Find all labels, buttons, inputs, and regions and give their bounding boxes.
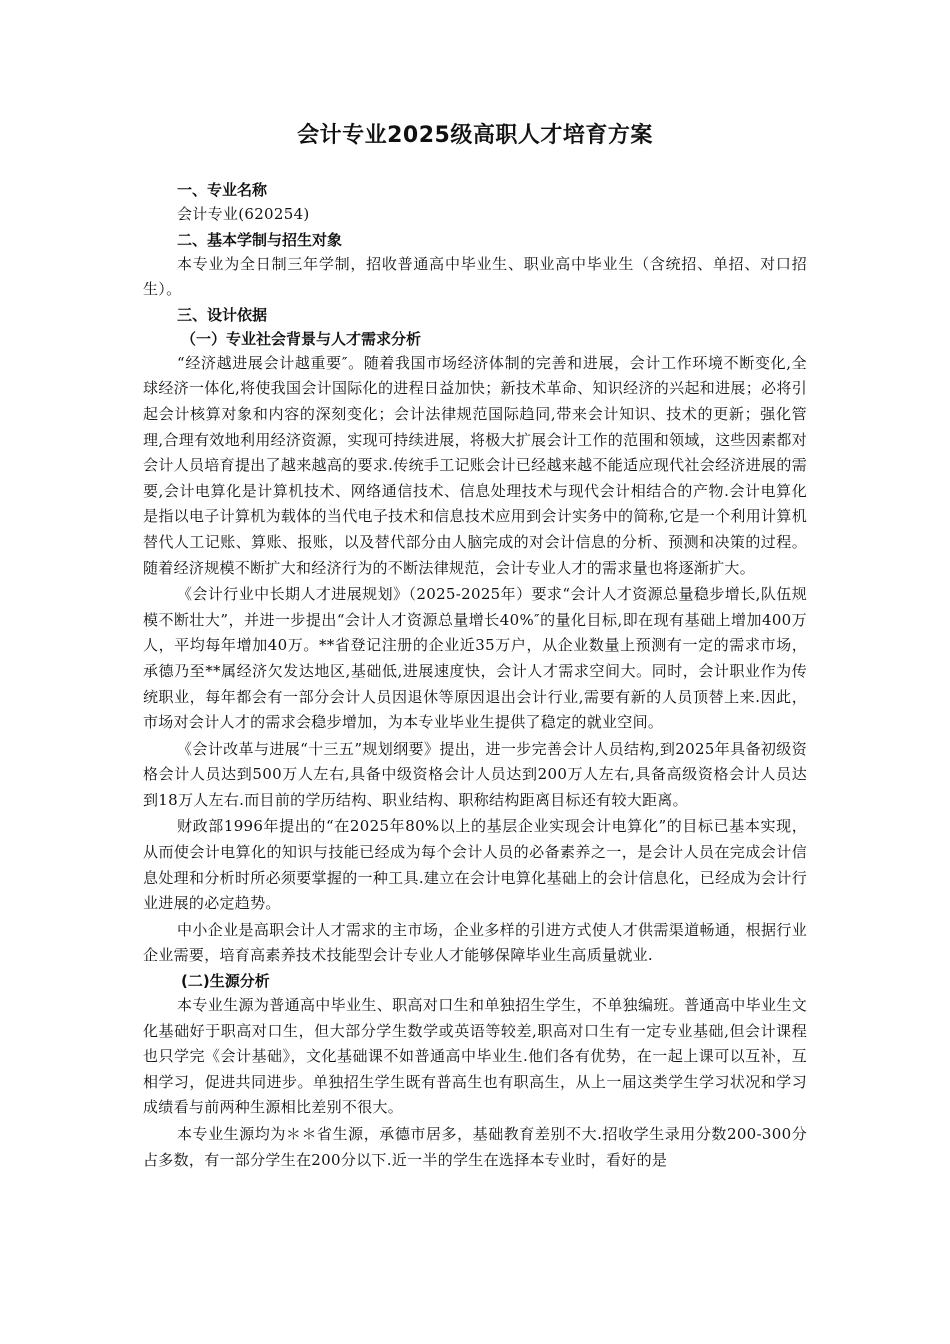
section-heading-design-basis: 三、设计依据: [177, 305, 268, 324]
paragraph-social-background-2: 《会计行业中长期人才进展规划》（2025-2025年）要求“会计人才资源总量稳步增长,队伍规模不断壮大”，并进一步提出“会计人才资源总量增长40%″的量化目标,即在现有基础上增加400万人，平均每年增加40万。**省登记注册的企业近35万户，从企业数量上预测有一定的需求市场，承德乃至**属经济欠发达地区,基础低,进展速度快，会计人才需求空间大。同时，会计职业作为传统职业，每年都会有一部分会计人员因退休等原因退出会计行业,需要有新的人员顶替上来.因此，市场对会计人才的需求会稳步增加，为本专业毕业生提供了稳定的就业空间。: [143, 585, 807, 732]
document-page: [143, 118, 807, 1173]
major-name-text: 会计专业(620254): [177, 205, 310, 223]
section-heading-duration-enrollment: 二、基本学制与招生对象: [177, 230, 343, 249]
subsection-heading-student-source: (二)生源分析: [181, 972, 270, 991]
subsection-heading-social-background: （一）专业社会背景与人才需求分析: [181, 329, 422, 348]
paragraph-student-source-1: 本专业生源为普通高中毕业生、职高对口生和单独招生学生，不单独编班。普通高中毕业生文化基础好于职高对口生，但大部分学生数学或英语等较差,职高对口生有一定专业基础,但会计课程也只学完《会计基础》，文化基础课不如普通高中毕业生.他们各有优势，在一起上课可以互补，互相学习，促进共同进步。单独招生学生既有普高生也有职高生，从上一届这类学生学习状况和学习成绩看与前两种生源相比差别不很大。: [143, 996, 807, 1117]
document-title: 会计专业2025级高职人才培育方案: [297, 123, 653, 148]
paragraph-social-background-1: “经济越进展会计越重要″。随着我国市场经济体制的完善和进展，会计工作环境不断变化,全球经济一体化,将使我国会计国际化的进程日益加快；新技术革命、知识经济的兴起和进展；必将引起会计核算对象和内容的深刻变化；会计法律规范国际趋同,带来会计知识、技术的更新；强化管理,合理有效地利用经济资源，实现可持续进展，将极大扩展会计工作的范围和领域，这些因素都对会计人员培育提出了越来越高的要求.传统手工记账会计已经越来越不能适应现代社会经济进展的需要,会计电算化是计算机技术、网络通信技术、信息处理技术与现代会计相结合的产物.会计电算化是指以电子计算机为载体的当代电子技术和信息技术应用到会计实务中的简称,它是一个利用计算机替代人工记账、算账、报账，以及替代部分由人脑完成的对会计信息的分析、预测和决策的过程。随着经济规模不断扩大和经济行为的不断法律规范，会计专业人才的需求量也将逐渐扩大。: [143, 353, 807, 577]
paragraph-social-background-5: 中小企业是高职会计人才需求的主市场，企业多样的引进方式使人才供需渠道畅通，根据行业企业需要，培育高素养技术技能型会计专业人才能够保障毕业生高质量就业.: [143, 920, 807, 965]
section-heading-major-name: 一、专业名称: [177, 181, 268, 199]
duration-enrollment-text: 本专业为全日制三年学制，招收普通高中毕业生、职业高中毕业生（含统招、单招、对口招生）。: [143, 254, 807, 299]
paragraph-student-source-2: 本专业生源均为＊＊省生源，承德市居多，基础教育差别不大.招收学生录用分数200-300分占多数，有一部分学生在200分以下.近一半的学生在选择本专业时，看好的是: [143, 1125, 807, 1169]
paragraph-social-background-3: 《会计改革与进展“十三五”规划纲要》提出，进一步完善会计人员结构,到2025年具备初级资格会计人员达到500万人左右,具备中级资格会计人员达到200万人左右,具备高级资格会计人员达到18万人左右.而目前的学历结构、职业结构、职称结构距离目标还有较大距离。: [143, 739, 807, 809]
paragraph-social-background-4: 财政部1996年提出的“在2025年80%以上的基层企业实现会计电算化”的目标已基本实现，从而使会计电算化的知识与技能已经成为每个会计人员的必备素养之一，是会计人员在完成会计信息处理和分析时所必须要掌握的一种工具.建立在会计电算化基础上的会计信息化，已经成为会计行业进展的必定趋势。: [143, 817, 807, 913]
